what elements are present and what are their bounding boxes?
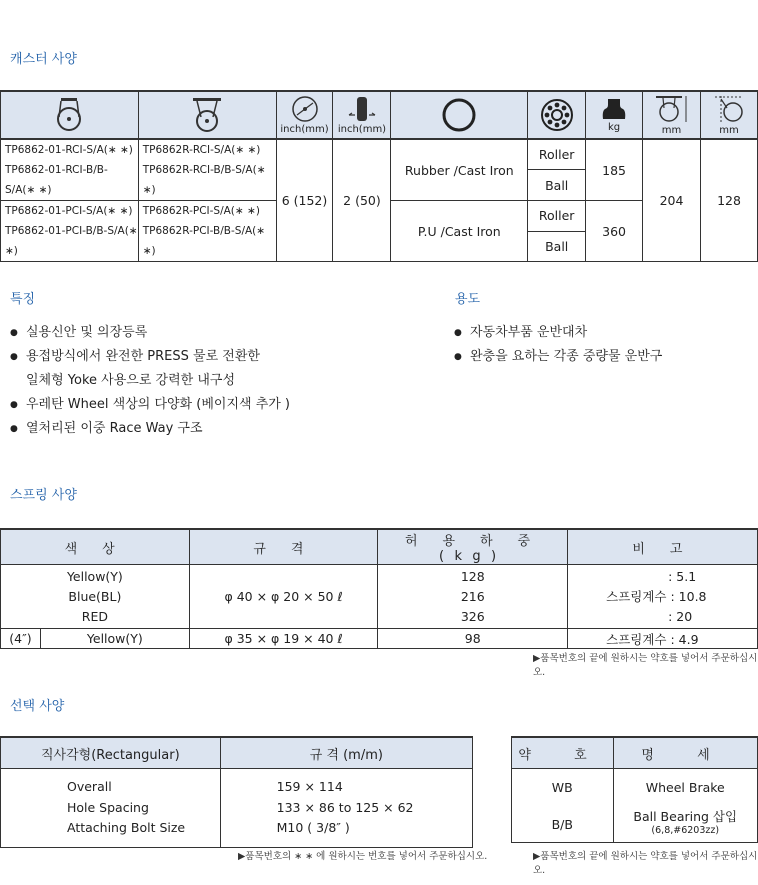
feature-item: 일체형 Yoke 사용으로 강력한 내구성 xyxy=(26,373,236,388)
caster-spec-table xyxy=(0,90,758,262)
rectangular-spec-table xyxy=(0,736,473,848)
wheel-width-value: 2 (50) xyxy=(333,139,391,262)
spring-note: 스프링계수 : 10.8 xyxy=(606,588,707,604)
spring-load: 128 xyxy=(460,568,485,584)
wheel-width-icon xyxy=(333,91,391,139)
section-title-features: 특징 xyxy=(10,292,36,307)
abbr-desc: Wheel Brake xyxy=(613,769,757,807)
spring-colors-cell xyxy=(1,565,190,629)
feature-item: ● 실용신안 및 의장등록 xyxy=(4,321,434,345)
usage-list xyxy=(448,321,748,369)
offset-value: 128 xyxy=(700,139,757,262)
feature-item: ● 우레탄 Wheel 색상의 다양화 (베이지색 추가 ) xyxy=(4,393,434,417)
load-value: 185 xyxy=(586,139,643,201)
height-value: 204 xyxy=(643,139,701,262)
rect-header-spec: 규 격 (m/m) xyxy=(220,737,472,769)
spring-load: 326 xyxy=(460,608,485,624)
load-weight-icon xyxy=(586,91,643,139)
spring-note: : 5.1 xyxy=(668,568,697,584)
spring-load: 216 xyxy=(460,588,485,604)
rect-labels-cell xyxy=(1,769,221,848)
spring-color: Yellow(Y) xyxy=(40,629,189,649)
rect-value: 133 × 86 to 125 × 62 xyxy=(276,799,414,815)
model-code: TP6862R-RCI-B/B-S/A(∗ ∗) xyxy=(142,164,266,196)
feature-item: ● 열처리된 이중 Race Way 구조 xyxy=(4,417,434,441)
model-code: TP6862-01-PCI-B/B-S/A(∗ ∗) xyxy=(5,225,138,257)
height-unit: mm xyxy=(661,125,682,136)
spring-loads-cell xyxy=(378,565,568,629)
features-list xyxy=(4,321,434,441)
bearing-value: Roller xyxy=(528,201,586,232)
wheel-diameter-icon xyxy=(276,91,333,139)
model-code: TP6862-01-RCI-B/B-S/A(∗ ∗) xyxy=(5,164,108,196)
section-title-caster: 캐스터 사양 xyxy=(10,52,77,67)
abbr-desc: Ball Bearing 삽입 xyxy=(633,809,738,825)
section-title-option: 선택 사양 xyxy=(10,699,65,714)
spring-spec-value: φ 40 × φ 20 × 50 ℓ xyxy=(189,565,378,629)
spring-spec-value: φ 35 × φ 19 × 40 ℓ xyxy=(189,629,378,649)
bearing-value: Ball xyxy=(528,231,586,262)
rect-label: Attaching Bolt Size xyxy=(67,820,186,835)
spring-note: : 20 xyxy=(668,608,693,624)
wheel-diameter-unit: inch(mm) xyxy=(280,124,329,135)
rect-value: M10 ( 3/8″ ) xyxy=(276,820,350,835)
model-code: TP6862-01-PCI-S/A(∗ ∗) xyxy=(5,205,133,217)
spring-header-spec: 규 격 xyxy=(189,529,378,565)
model-code: TP6862R-PCI-B/B-S/A(∗ ∗) xyxy=(142,225,266,257)
abbr-desc-cell xyxy=(613,807,757,843)
swivel-caster-icon xyxy=(138,91,276,139)
rigid-caster-icon xyxy=(1,91,139,139)
spring-size: (4″) xyxy=(1,629,41,649)
usage-item: ● 자동차부품 운반대차 xyxy=(448,321,748,345)
swivel-model-cell xyxy=(138,201,276,262)
load-unit: kg xyxy=(608,122,621,133)
abbreviation-table xyxy=(511,736,758,843)
abbr-code: B/B xyxy=(512,807,614,843)
rect-values-cell xyxy=(220,769,472,848)
swivel-model-cell xyxy=(138,139,276,201)
rect-value: 159 × 114 xyxy=(276,779,343,794)
model-code: TP6862-01-RCI-S/A(∗ ∗) xyxy=(5,144,133,156)
rigid-model-cell xyxy=(1,139,139,201)
spring-note: 스프링계수 : 4.9 xyxy=(568,629,758,649)
section-title-spring: 스프링 사양 xyxy=(10,488,77,503)
rect-footnote: ▶품목번호의 ∗ ∗ 에 원하시는 번호를 넣어서 주문하십시오. xyxy=(238,851,488,862)
load-value: 360 xyxy=(586,201,643,262)
abbr-code: WB xyxy=(512,769,614,807)
spring-load: 98 xyxy=(378,629,568,649)
spring-color: Yellow(Y) xyxy=(66,568,123,584)
rect-label: Hole Spacing xyxy=(67,799,149,815)
material-value: P.U /Cast Iron xyxy=(391,201,528,262)
rigid-model-cell xyxy=(1,201,139,262)
rect-label: Overall xyxy=(67,779,112,794)
material-value: Rubber /Cast Iron xyxy=(391,139,528,201)
spring-color: RED xyxy=(81,608,108,624)
model-code: TP6862R-RCI-S/A(∗ ∗) xyxy=(142,144,261,156)
wheel-diameter-value: 6 (152) xyxy=(276,139,333,262)
wheel-width-unit: inch(mm) xyxy=(337,124,387,135)
feature-item: ● 용접방식에서 완전한 PRESS 물로 전환한 xyxy=(4,345,434,369)
spring-notes-cell xyxy=(568,565,758,629)
spring-spec-table xyxy=(0,528,758,649)
rect-header-type: 직사각형(Rectangular) xyxy=(1,737,221,769)
abbr-desc-sub: (6,8,#6203zz) xyxy=(651,825,720,837)
bearing-icon xyxy=(528,91,586,139)
section-title-usage: 용도 xyxy=(455,292,481,307)
offset-unit: mm xyxy=(719,125,739,136)
abbr-header-code: 약 호 xyxy=(512,737,614,769)
bearing-value: Ball xyxy=(528,170,586,201)
usage-item: ● 완충을 요하는 각종 중량물 운반구 xyxy=(448,345,748,369)
tread-ring-icon xyxy=(391,91,528,139)
abbr-header-desc: 명 세 xyxy=(613,737,757,769)
spring-header-note: 비 고 xyxy=(568,529,758,565)
bearing-value: Roller xyxy=(528,139,586,170)
abbr-footnote: ▶품목번호의 끝에 원하시는 약호를 넣어서 주문하십시오. xyxy=(533,851,758,876)
spring-color: Blue(BL) xyxy=(68,588,122,604)
spring-header-color: 색 상 xyxy=(1,529,190,565)
spring-footnote: ▶품목번호의 끝에 원하시는 약호를 넣어서 주문하십시오. xyxy=(533,653,758,678)
spring-header-load: 허 용 하 중 (kg) xyxy=(378,529,568,565)
height-icon xyxy=(643,91,701,139)
model-code: TP6862R-PCI-S/A(∗ ∗) xyxy=(142,205,260,217)
offset-icon xyxy=(700,91,757,139)
